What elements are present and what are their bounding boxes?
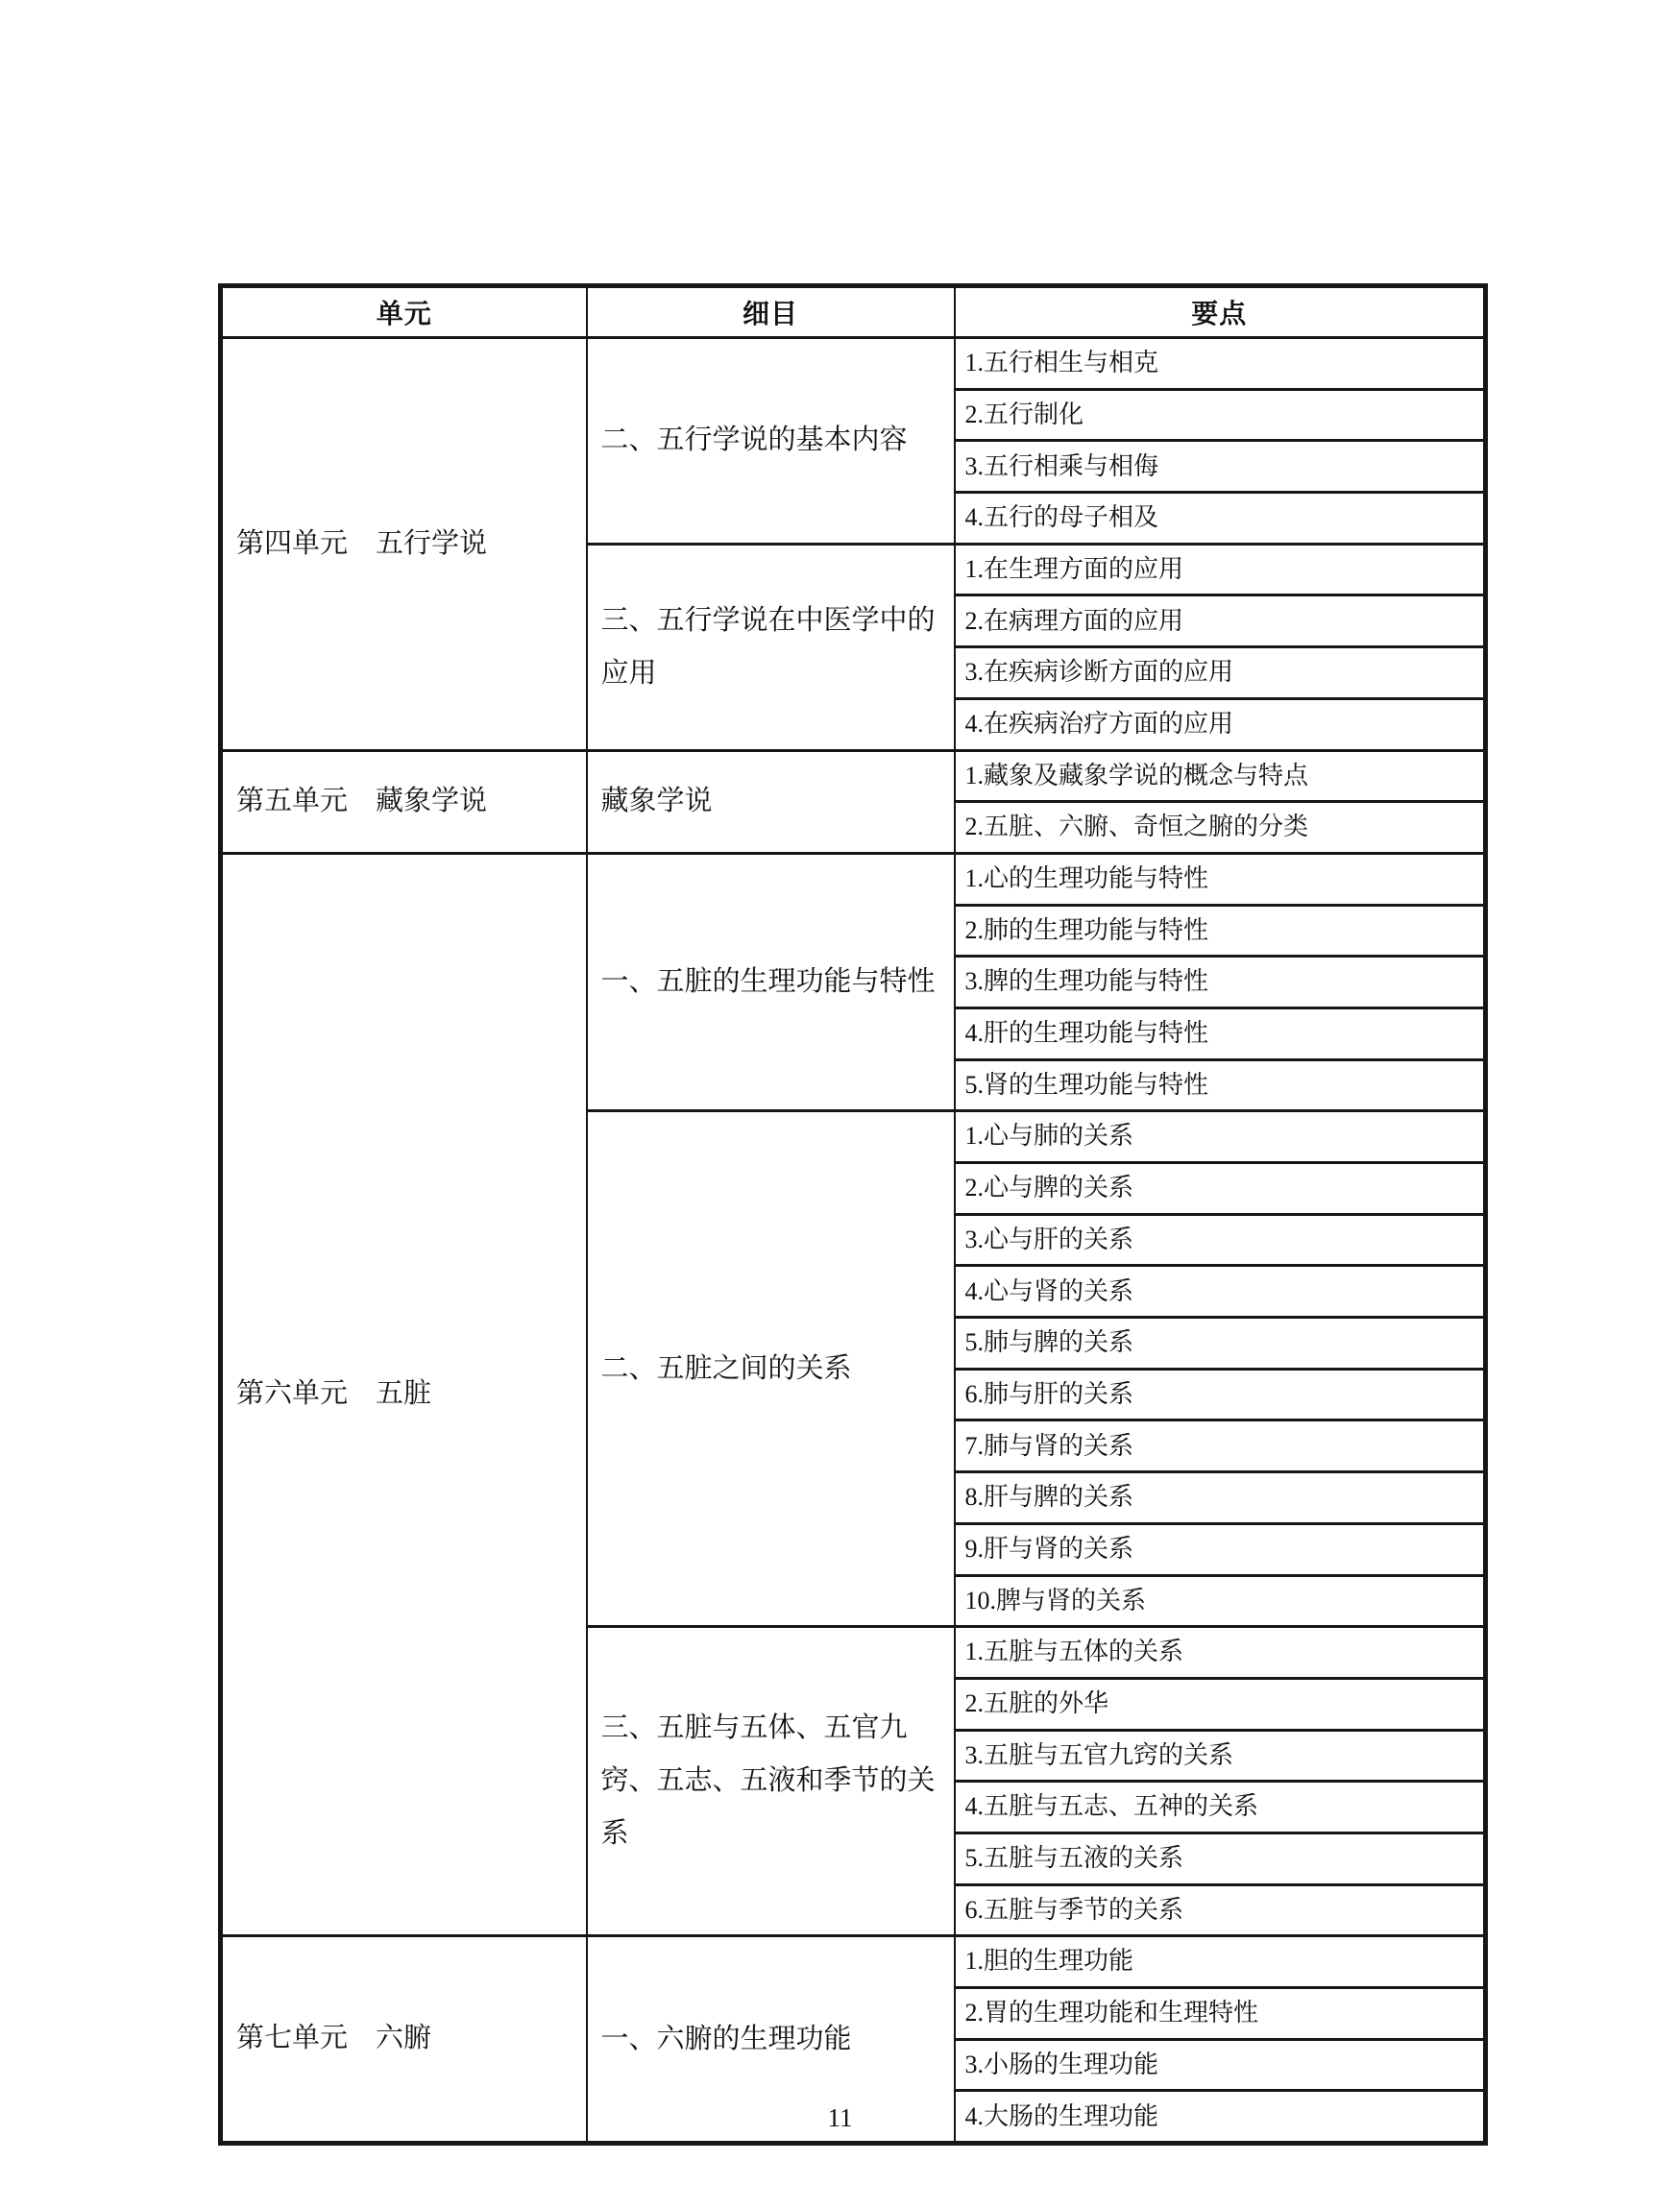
detail-cell: 二、五行学说的基本内容 [587,338,955,545]
point-cell: 3.心与肝的关系 [955,1214,1486,1266]
point-cell: 1.心的生理功能与特性 [955,853,1486,905]
point-cell: 6.肺与肝的关系 [955,1369,1486,1420]
detail-cell: 三、五行学说在中医学中的应用 [587,544,955,750]
point-cell: 9.肝与肾的关系 [955,1523,1486,1575]
point-cell: 3.五脏与五官九窍的关系 [955,1730,1486,1782]
table-header-row [221,286,1486,338]
detail-cell: 三、五脏与五体、五官九窍、五志、五液和季节的关系 [587,1627,955,1936]
point-cell: 1.胆的生理功能 [955,1936,1486,1988]
detail-cell: 一、六腑的生理功能 [587,1936,955,2144]
point-cell: 2.胃的生理功能和生理特性 [955,1988,1486,2040]
point-cell: 3.五行相乘与相侮 [955,441,1486,493]
point-cell: 4.五行的母子相及 [955,493,1486,545]
table-row [221,853,1486,905]
point-cell: 2.肺的生理功能与特性 [955,905,1486,957]
point-cell: 4.大肠的生理功能 [955,2091,1486,2144]
point-cell: 5.五脏与五液的关系 [955,1833,1486,1884]
page-number: 11 [827,2103,853,2132]
syllabus-table [218,283,1488,2146]
point-cell: 3.脾的生理功能与特性 [955,957,1486,1008]
point-cell: 2.五脏、六腑、奇恒之腑的分类 [955,802,1486,854]
header-cell-points: 要点 [955,286,1486,338]
point-cell: 2.心与脾的关系 [955,1163,1486,1215]
point-cell: 3.在疾病诊断方面的应用 [955,647,1486,699]
point-cell: 1.五脏与五体的关系 [955,1627,1486,1679]
table-row [221,1936,1486,1988]
unit-cell: 第七单元 六腑 [221,1936,587,2144]
point-cell: 4.心与肾的关系 [955,1266,1486,1318]
header-cell-unit: 单元 [221,286,587,338]
point-cell: 4.肝的生理功能与特性 [955,1007,1486,1059]
point-cell: 1.在生理方面的应用 [955,544,1486,595]
point-cell: 8.肝与脾的关系 [955,1472,1486,1524]
point-cell: 1.心与肺的关系 [955,1111,1486,1163]
point-cell: 10.脾与肾的关系 [955,1575,1486,1627]
table-row [221,750,1486,802]
unit-cell: 第四单元 五行学说 [221,338,587,751]
unit-cell: 第五单元 藏象学说 [221,750,587,853]
point-cell: 2.五行制化 [955,389,1486,441]
detail-cell: 一、五脏的生理功能与特性 [587,853,955,1110]
point-cell: 2.在病理方面的应用 [955,595,1486,647]
detail-cell: 藏象学说 [587,750,955,853]
point-cell: 7.肺与肾的关系 [955,1420,1486,1472]
detail-cell: 二、五脏之间的关系 [587,1111,955,1627]
table-row [221,338,1486,390]
point-cell: 1.五行相生与相克 [955,338,1486,390]
unit-cell: 第六单元 五脏 [221,853,587,1935]
point-cell: 6.五脏与季节的关系 [955,1884,1486,1936]
point-cell: 5.肾的生理功能与特性 [955,1059,1486,1111]
point-cell: 5.肺与脾的关系 [955,1318,1486,1370]
point-cell: 4.五脏与五志、五神的关系 [955,1782,1486,1833]
point-cell: 3.小肠的生理功能 [955,2039,1486,2091]
point-cell: 2.五脏的外华 [955,1678,1486,1730]
header-cell-detail: 细目 [587,286,955,338]
point-cell: 4.在疾病治疗方面的应用 [955,698,1486,750]
point-cell: 1.藏象及藏象学说的概念与特点 [955,750,1486,802]
